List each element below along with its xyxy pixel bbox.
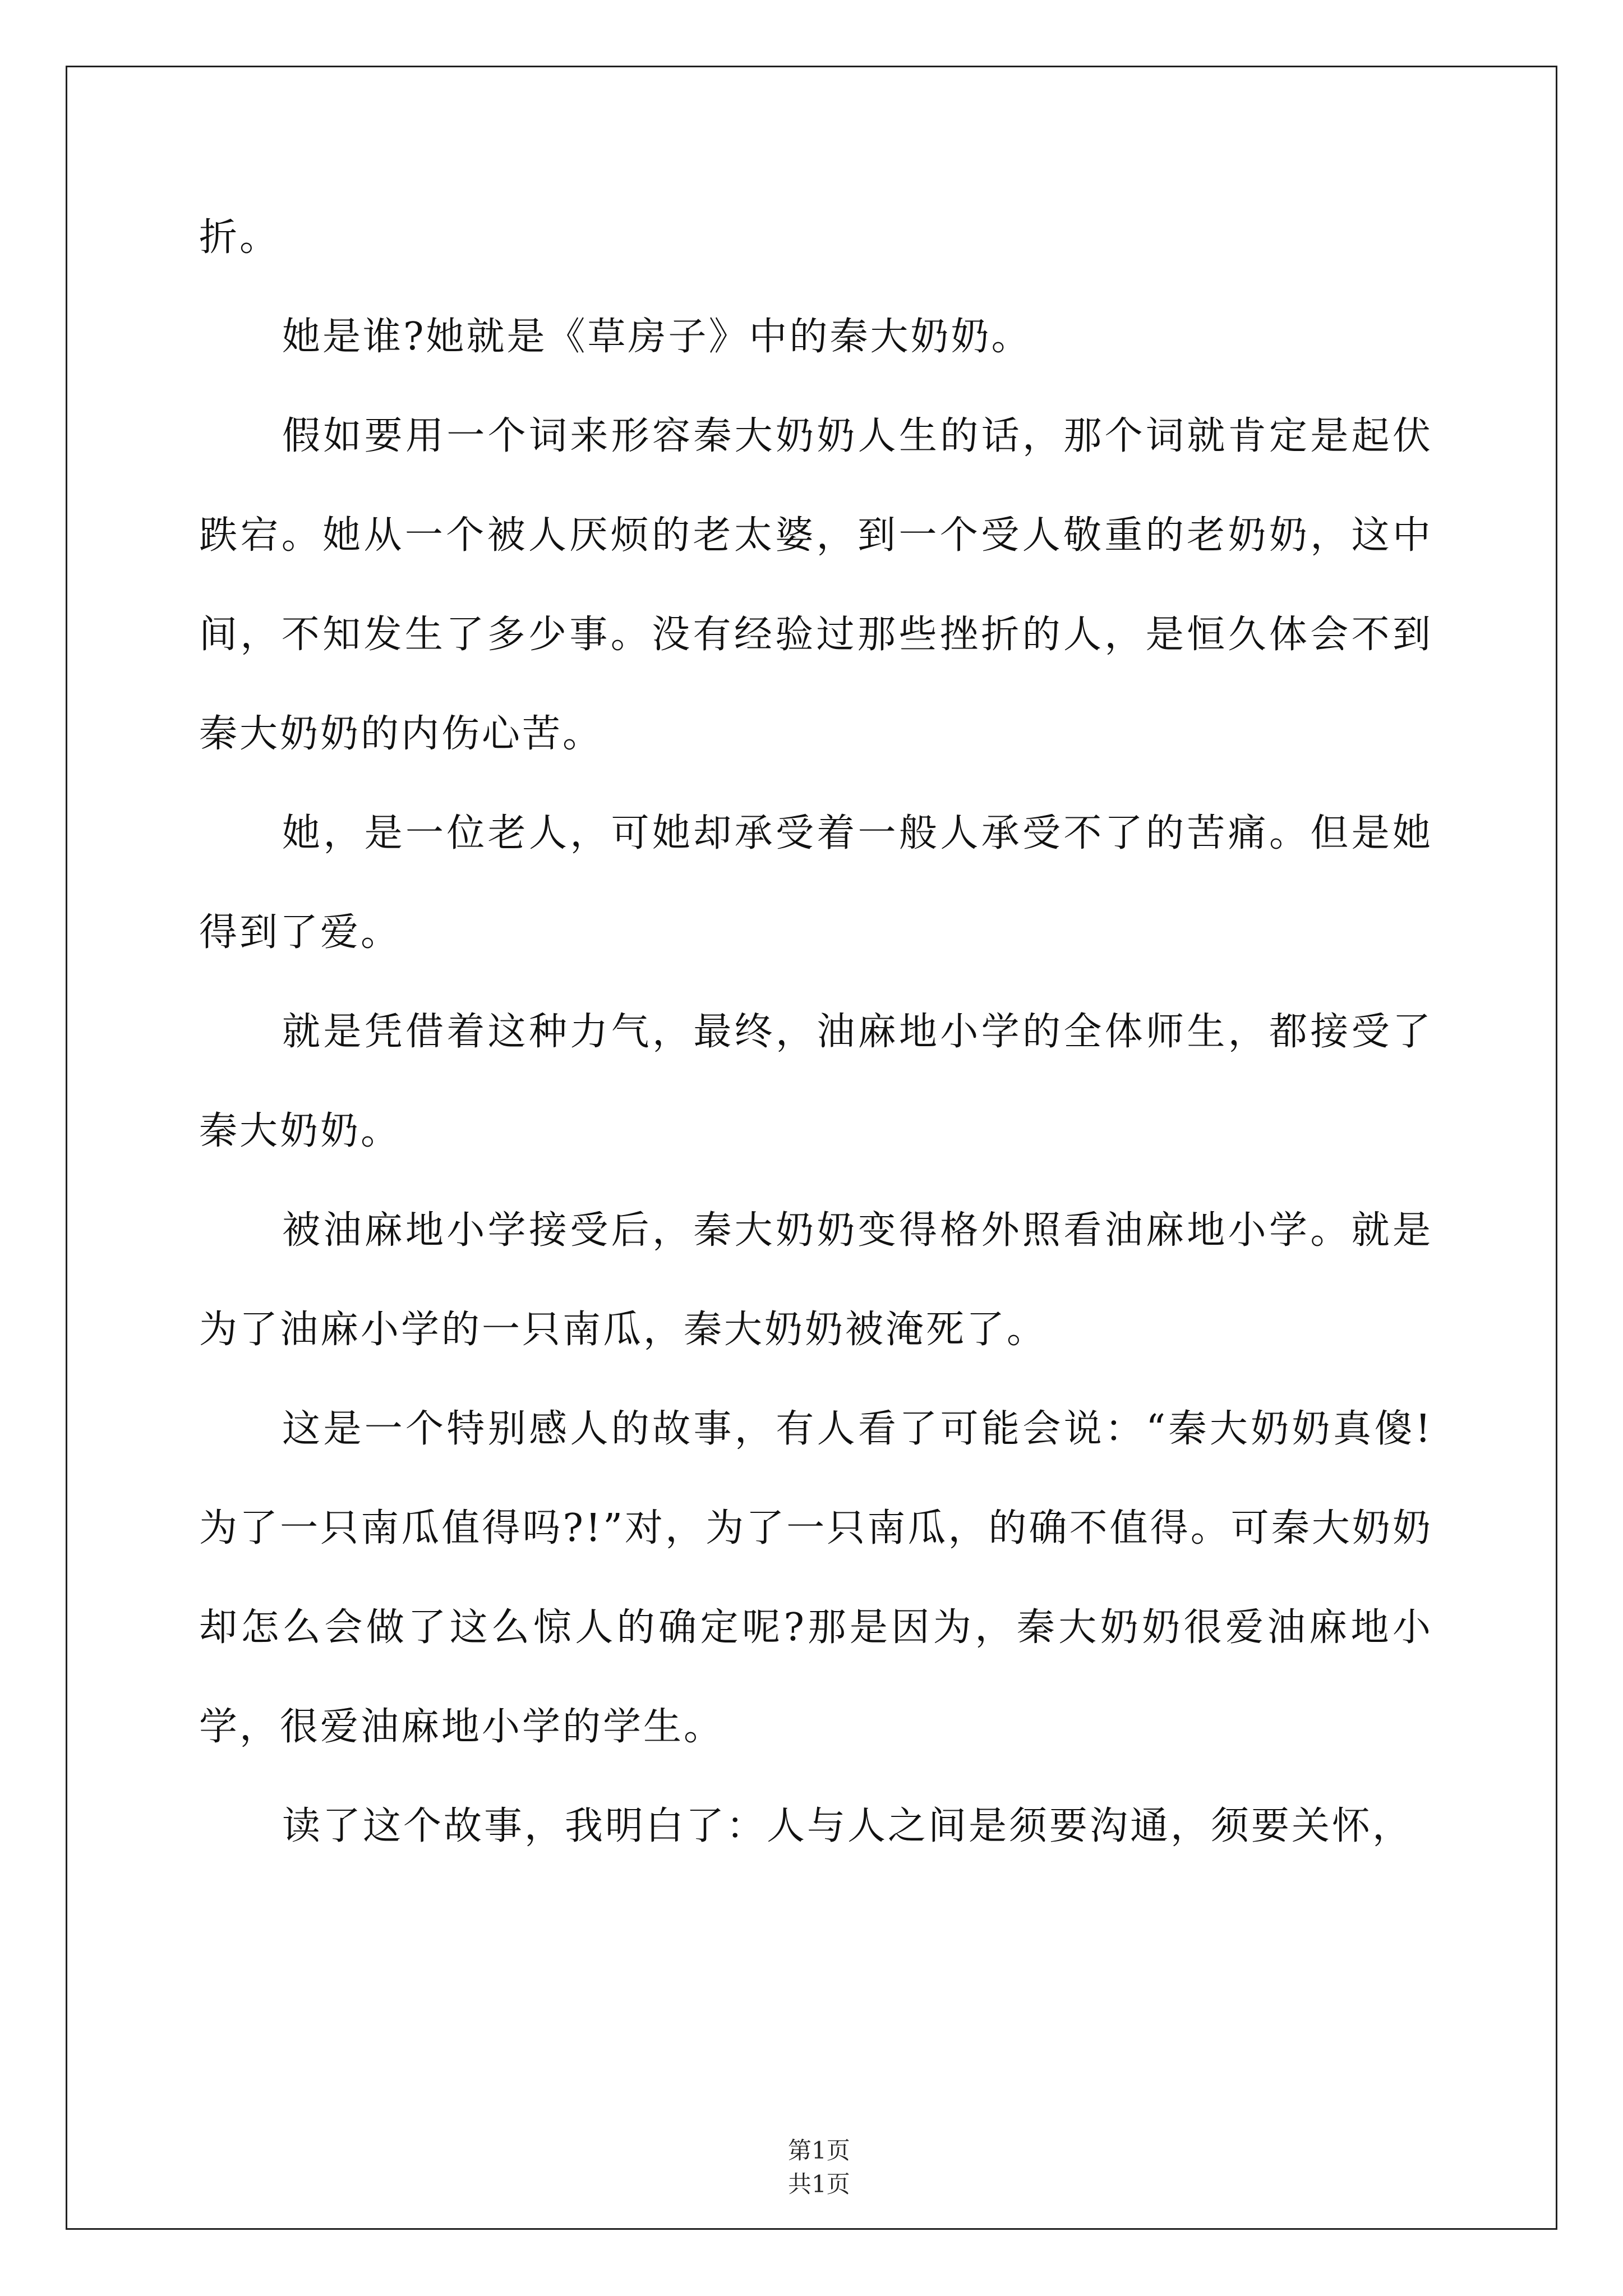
- paragraph-7: 这是一个特别感人的故事，有人看了可能会说：“秦大奶奶真傻!为了一只南瓜值得吗?!”对，为了一只南瓜，的确不值得。可秦大奶奶却怎么会做了这么惊人的确定呢?那是因为，秦大奶奶很爱油麻地小学，很爱油麻地小学的学生。: [199, 1407, 1433, 1749]
- paragraph-6: 被油麻地小学接受后，秦大奶奶变得格外照看油麻地小学。就是为了油麻小学的一只南瓜，秦大奶奶被淹死了。: [199, 1208, 1433, 1352]
- paragraph-2: 她是谁?她就是《草房子》中的秦大奶奶。: [282, 315, 1032, 359]
- paragraph-5: 就是凭借着这种力气，最终，油麻地小学的全体师生，都接受了秦大奶奶。: [199, 1010, 1433, 1153]
- paragraph-1: 折。: [199, 215, 280, 260]
- document-body: [199, 188, 1433, 1876]
- page-number: 第1页: [787, 2137, 850, 2164]
- paragraph-3: 假如要用一个词来形容秦大奶奶人生的话，那个词就肯定是起伏跌宕。她从一个被人厌烦的老太婆，到一个受人敬重的老奶奶，这中间，不知发生了多少事。没有经验过那些挫折的人，是恒久体会不到秦大奶奶的内伤心苦。: [199, 414, 1433, 756]
- paragraph-4: 她，是一位老人，可她却承受着一般人承受不了的苦痛。但是她得到了爱。: [199, 811, 1433, 955]
- paragraph-8: 读了这个故事，我明白了：人与人之间是须要沟通，须要关怀，: [282, 1804, 1413, 1848]
- page-total: 共1页: [787, 2170, 850, 2198]
- page-footer: [0, 2105, 1623, 2200]
